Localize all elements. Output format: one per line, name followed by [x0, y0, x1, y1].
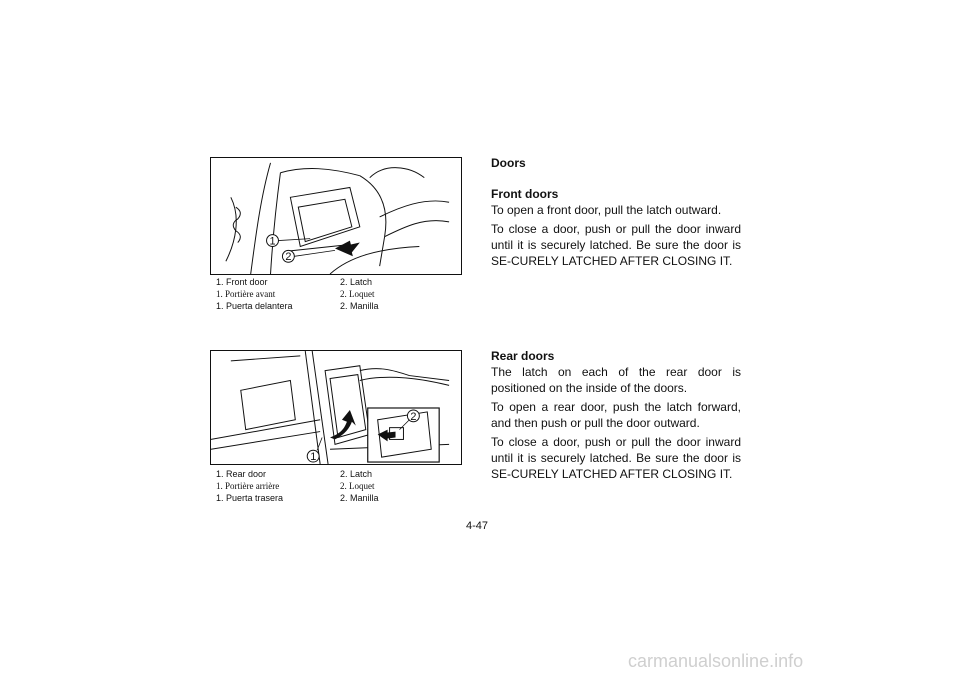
rear-door-illustration — [210, 350, 462, 465]
caption-row-fr — [216, 288, 379, 300]
caption-item-portiere-avant: 1. Portière avant — [216, 289, 276, 299]
front-doors-heading: Front doors — [491, 187, 559, 201]
caption-row-en — [216, 276, 379, 288]
doors-heading: Doors — [491, 156, 526, 170]
caption-item-front-door: 1. Front door — [216, 277, 268, 287]
caption-item-portiere-arriere: 1. Portière arrière — [216, 481, 280, 491]
caption-row-en — [216, 468, 379, 480]
figure2-caption — [216, 468, 379, 504]
page-number: 4-47 — [466, 520, 489, 532]
watermark: carmanualsonline.info — [628, 651, 804, 671]
figure1-caption — [216, 276, 379, 312]
front-doors-open-text: To open a front door, pull the latch outward. — [491, 203, 722, 217]
rear-doors-heading: Rear doors — [491, 349, 555, 363]
caption-item-latch: 2. Latch — [340, 469, 373, 479]
caption-item-loquet: 2. Loquet — [340, 289, 375, 299]
section-front-doors — [491, 186, 741, 272]
caption-item-manilla: 2. Manilla — [340, 301, 379, 311]
caption-row-fr — [216, 480, 379, 492]
caption-item-latch: 2. Latch — [340, 277, 373, 287]
rear-doors-latch-text: The latch on each of the rear door is positioned on the inside of the doors. — [491, 365, 741, 395]
caption-item-puerta-delantera: 1. Puerta delantera — [216, 301, 293, 311]
rear-doors-close-text: To close a door, push or pull the door inward until it is securely latched. Be sure the door is SE-CURELY LATCHED AFTER CLOSING IT. — [491, 435, 741, 481]
rear-doors-open-text: To open a rear door, push the latch forward, and then push or pull the door outward. — [491, 400, 741, 430]
front-doors-close-text: To close a door, push or pull the door inward until it is securely latched. Be sure the door is SE-CURELY LATCHED AFTER CLOSING IT. — [491, 222, 741, 268]
section-rear-doors — [491, 348, 741, 485]
caption-item-loquet: 2. Loquet — [340, 481, 375, 491]
callout-2: 2 — [410, 410, 417, 423]
caption-row-es — [216, 300, 379, 312]
callout-1: 1 — [310, 451, 317, 464]
caption-item-puerta-trasera: 1. Puerta trasera — [216, 493, 284, 503]
section-doors — [491, 155, 741, 171]
caption-row-es — [216, 492, 379, 504]
callout-2: 2 — [285, 251, 292, 264]
callout-1: 1 — [269, 235, 276, 248]
front-door-illustration — [210, 157, 462, 275]
caption-item-rear-door: 1. Rear door — [216, 469, 267, 479]
caption-item-manilla: 2. Manilla — [340, 493, 379, 503]
